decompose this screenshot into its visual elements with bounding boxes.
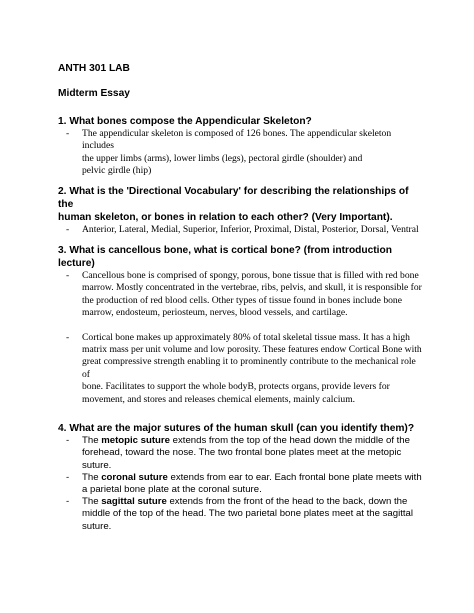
course-title: ANTH 301 LAB [58, 63, 130, 74]
bullet-dash: - [66, 435, 70, 447]
answer-line: suture. [82, 520, 112, 532]
bullet-dash: - [66, 331, 70, 343]
answer-line [82, 435, 422, 447]
answer-item [58, 332, 422, 406]
answer-item-metopic [58, 435, 422, 472]
answer-line: suture. [82, 459, 112, 471]
question-3: 3. What is cancellous bone, what is cortical bone? (from introduction lecture) [58, 245, 392, 270]
answer-item [58, 224, 422, 236]
bullet-dash: - [66, 223, 70, 235]
answer-line: The appendicular skeleton is composed of 126 bones. The appendicular skeleton includes [82, 128, 392, 152]
answer-list-4 [58, 435, 422, 533]
text-rest: extends from the top of the head down the middle of the [169, 435, 410, 447]
answer-line: middle of the top of the head. The two parietal bone plates meet at the sagittal [82, 508, 414, 520]
bullet-dash: - [66, 496, 70, 508]
question-line: 2. What is the 'Directional Vocabulary' for describing the relationships of the [58, 185, 409, 210]
text-prefix: The [82, 496, 102, 508]
suture-term-sagittal: sagittal suture [101, 496, 167, 508]
question-4: 4. What are the major sutures of the human skull (can you identify them)? [58, 423, 415, 435]
answer-line: bone. Facilitates to support the whole bodyB, protects organs, provide levers for [82, 381, 390, 393]
answer-line: movement, and stores and releases chemical elements, mainly calcium. [82, 393, 356, 405]
answer-line: marrow, endosteum, periosteum, nerves, blood vessels, and cartilage. [82, 307, 348, 319]
text-rest: extends from the front of the head to the back, down the [166, 496, 408, 508]
suture-term-metopic: metopic suture [101, 435, 170, 447]
question-line: human skeleton, or bones in relation to each other? (Very Important). [58, 211, 393, 223]
answer-line: great compressive strength enabling it to prominently contribute to the mechanical role of [82, 356, 416, 380]
answer-item-coronal [58, 472, 422, 496]
suture-term-coronal: coronal suture [101, 471, 168, 483]
question-2 [58, 185, 422, 224]
answer-line: pelvic girdle (hip) [82, 165, 152, 177]
answer-item [58, 270, 422, 320]
answer-line: forehead, toward the nose. The two frontal bone plates meet at the metopic [82, 447, 402, 459]
answer-list-3 [58, 270, 422, 406]
text-prefix: The [82, 435, 102, 447]
answer-line: Cortical bone makes up approximately 80% of total skeletal tissue mass. It has a high [82, 331, 410, 343]
answer-line: matrix mass per unit volume and low porosity. These features endow Cortical Bone with [82, 344, 422, 356]
answer-line: Anterior, Lateral, Medial, Superior, Inferior, Proximal, Distal, Posterior, Dorsal, Ventral [82, 223, 419, 235]
bullet-dash: - [66, 128, 70, 139]
answer-line: marrow. Mostly concentrated in the vertebrae, ribs, pelvis, and skull, it is responsible for [82, 282, 422, 294]
answer-line: the production of red blood cells. Other types of tissue found in bones include bone [82, 294, 402, 306]
answer-line [82, 472, 422, 484]
answer-item-sagittal [58, 496, 422, 533]
answer-line: a parietal bone plate at the coronal suture. [82, 483, 262, 495]
text-prefix: The [82, 471, 102, 483]
text-rest: extends from ear to ear. Each frontal bone plate meets with [167, 471, 422, 483]
question-1: 1. What bones compose the Appendicular Skeleton? [58, 116, 312, 127]
bullet-dash: - [66, 471, 70, 483]
bullet-dash: - [66, 270, 70, 282]
answer-list-2 [58, 224, 422, 236]
answer-list-1 [58, 128, 422, 178]
answer-line [82, 496, 422, 508]
answer-item [58, 128, 422, 178]
answer-line: Cancellous bone is comprised of spongy, porous, bone tissue that is filled with red bone [82, 270, 419, 282]
document-title: Midterm Essay [58, 88, 130, 99]
answer-line: the upper limbs (arms), lower limbs (legs), pectoral girdle (shoulder) and [82, 152, 363, 164]
